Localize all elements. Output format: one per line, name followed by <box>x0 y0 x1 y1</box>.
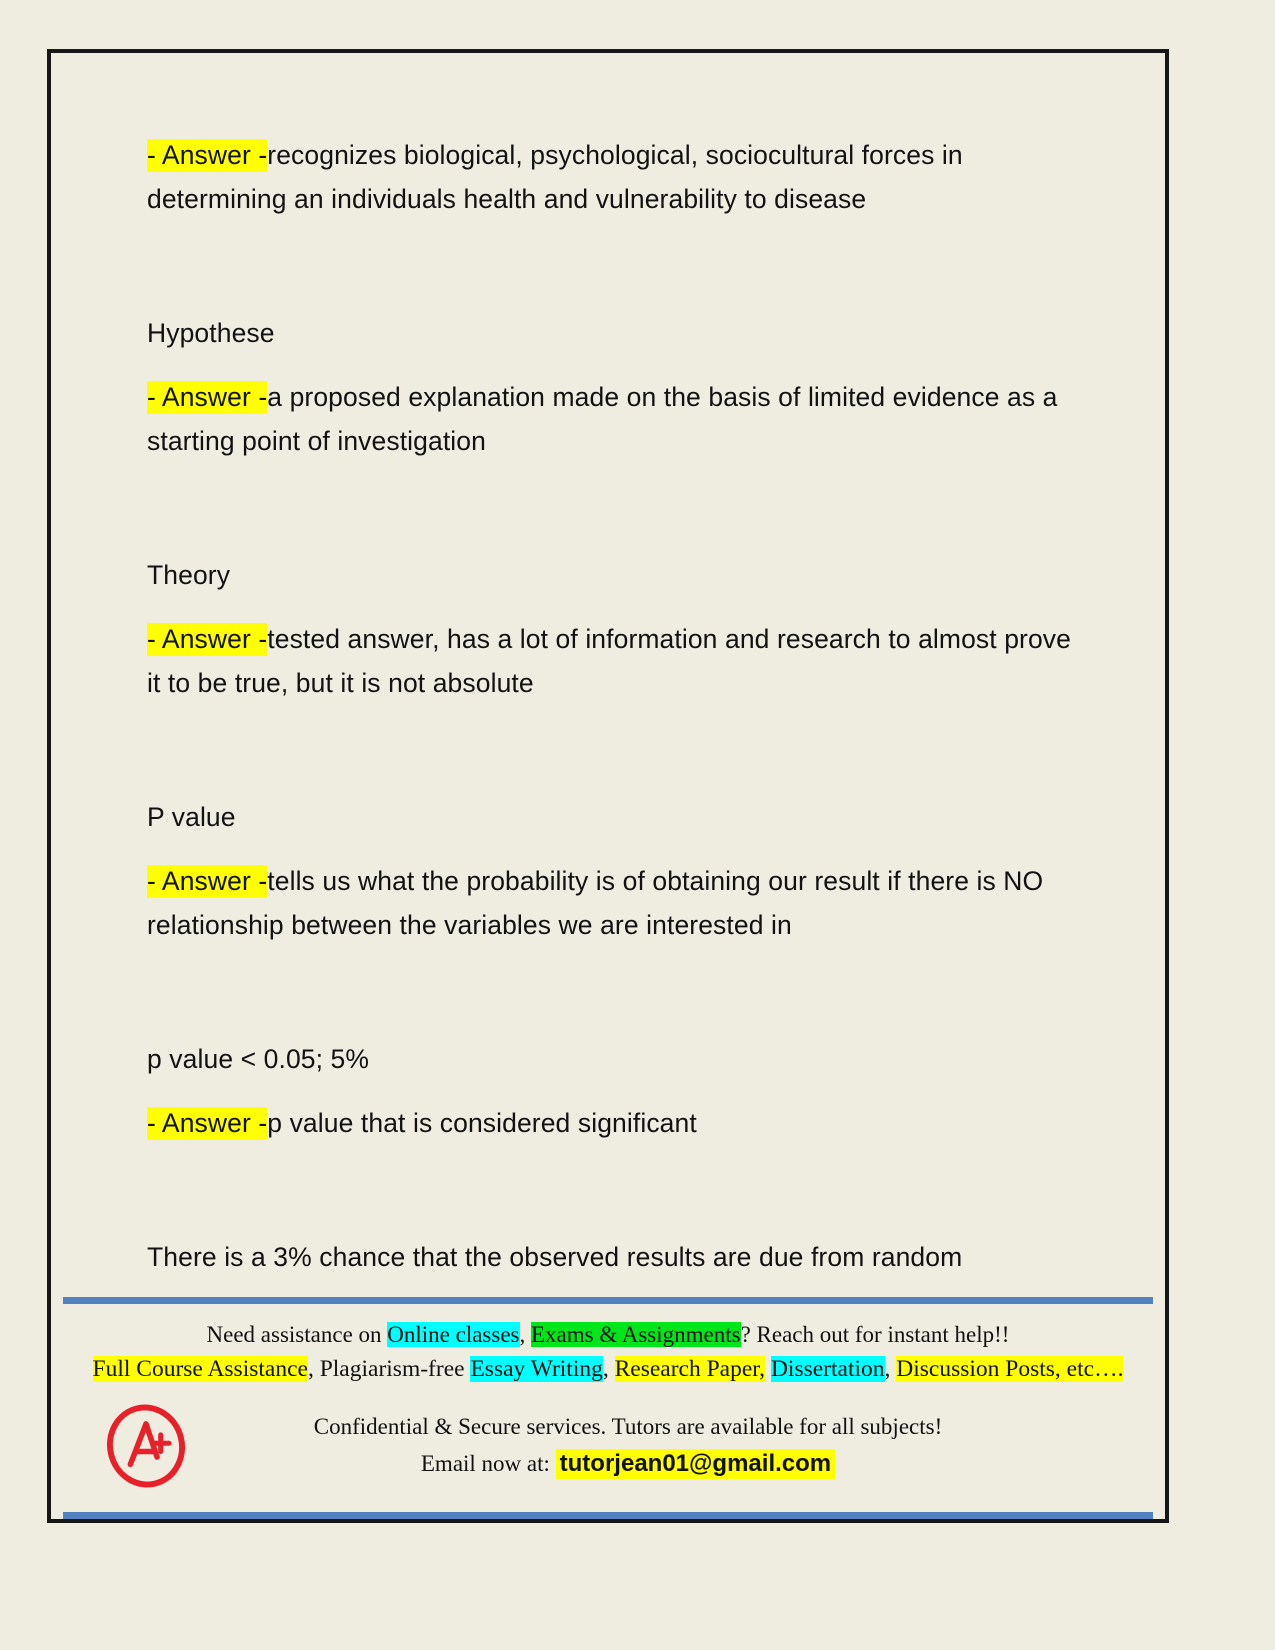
spacer <box>147 839 1087 859</box>
promo-research-paper: Research Paper, <box>614 1356 766 1382</box>
answer-text-3: tells us what the probability is of obtaining our result if there is NO relationship between the variables we are interested in <box>147 866 1044 940</box>
trailing-text-line: There is a 3% chance that the observed results are due from random <box>147 1242 963 1272</box>
promo-post-text: ? Reach out for instant help!! <box>740 1322 1010 1347</box>
divider-rule-bottom <box>63 1512 1153 1519</box>
answer-text-1: a proposed explanation made on the basis of limited evidence as a starting point of investigation <box>147 382 1058 456</box>
answer-paragraph-2 <box>147 617 1087 705</box>
qa-entry-1 <box>147 311 1087 463</box>
spacer <box>147 1081 1087 1101</box>
promo-pre-text: Need assistance on <box>206 1322 388 1347</box>
promo-discussion-posts: Discussion Posts, etc…. <box>896 1356 1124 1382</box>
answer-label-2: - Answer - <box>147 624 268 654</box>
promo-sep-5: , <box>884 1356 897 1382</box>
promo-email-prefix: Email now at: <box>420 1451 550 1476</box>
spacer <box>147 947 1087 1037</box>
spacer <box>147 705 1087 795</box>
answer-paragraph-1 <box>147 375 1087 463</box>
spacer <box>147 1145 1087 1235</box>
promo-footer <box>51 1297 1165 1519</box>
answer-paragraph-4 <box>147 1101 1087 1145</box>
spacer <box>147 597 1087 617</box>
answer-label-4: - Answer - <box>147 1108 268 1138</box>
answer-text-0: recognizes biological, psychological, sociocultural forces in determining an individuals health and vulnerability to disease <box>147 140 963 214</box>
promo-contact-texts <box>241 1409 1165 1483</box>
promo-dissertation: Dissertation <box>770 1356 885 1382</box>
promo-sep-1: , <box>519 1322 531 1347</box>
promo-email-line <box>241 1445 1015 1483</box>
promo-sep-3: , <box>602 1356 615 1382</box>
promo-bottom-row <box>51 1386 1165 1498</box>
spacer <box>147 463 1087 553</box>
aplus-logo <box>51 1400 241 1492</box>
promo-exams-assignments: Exams & Assignments <box>531 1322 741 1347</box>
answer-text-2: tested answer, has a lot of information and research to almost prove it to be true, but it is not absolute <box>147 624 1071 698</box>
aplus-grade-icon <box>100 1400 192 1492</box>
promo-sep-2: , Plagiarism-free <box>307 1356 471 1382</box>
term-p-value-threshold: p value < 0.05; 5% <box>147 1044 370 1074</box>
spacer <box>147 355 1087 375</box>
term-p-value: P value <box>147 802 236 832</box>
promo-line-1 <box>51 1318 1165 1352</box>
promo-online-classes: Online classes <box>387 1322 520 1347</box>
term-hypothese: Hypothese <box>147 318 275 348</box>
document-body <box>147 133 1087 1279</box>
term-theory: Theory <box>147 560 231 590</box>
document-page-frame <box>47 49 1169 1523</box>
answer-text-4: p value that is considered significant <box>267 1108 697 1138</box>
qa-entry-2 <box>147 553 1087 705</box>
answer-paragraph-0 <box>147 133 1087 221</box>
promo-line-2 <box>51 1352 1165 1386</box>
promo-email-address[interactable]: tutorjean01@gmail.com <box>556 1449 835 1479</box>
answer-paragraph-3 <box>147 859 1087 947</box>
spacer <box>147 221 1087 311</box>
answer-label-1: - Answer - <box>147 382 268 412</box>
qa-entry-3 <box>147 795 1087 947</box>
promo-essay-writing: Essay Writing <box>470 1356 603 1382</box>
promo-full-course-assistance: Full Course Assistance <box>92 1356 308 1382</box>
answer-label-3: - Answer - <box>147 866 268 896</box>
qa-entry-4 <box>147 1037 1087 1145</box>
divider-rule-top <box>63 1297 1153 1304</box>
answer-label-0: - Answer - <box>147 140 268 170</box>
qa-entry-0 <box>147 133 1087 221</box>
promo-confidential-line: Confidential & Secure services. Tutors are available for all subjects! <box>313 1414 943 1439</box>
